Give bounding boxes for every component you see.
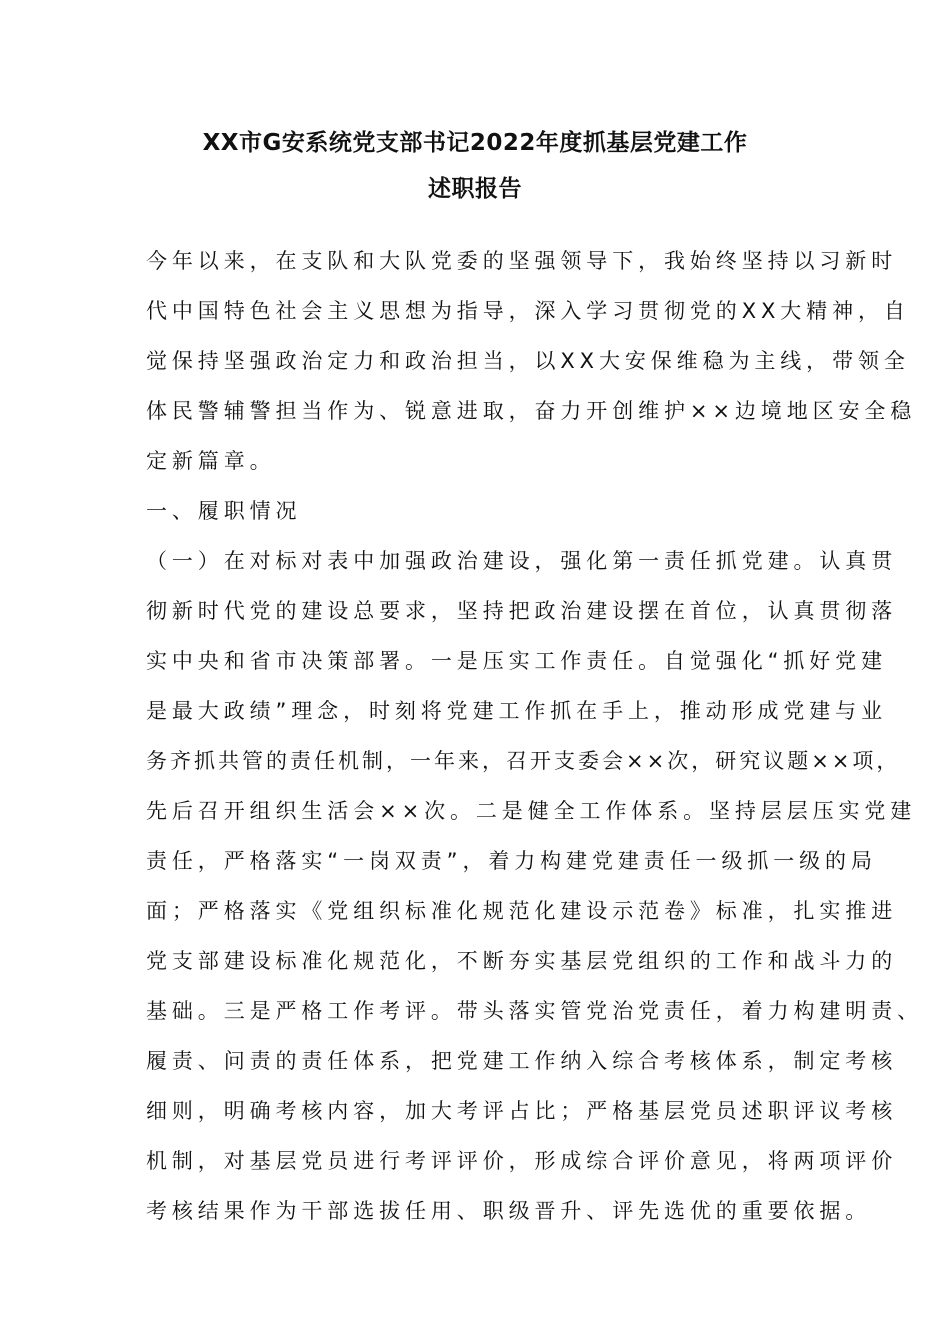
subsection-line: 彻新时代党的建设总要求，坚持把政治建设摆在首位，认真贯彻落 bbox=[146, 599, 898, 623]
intro-line: 定新篇章。 bbox=[146, 449, 276, 473]
subsection-line: 务齐抓共管的责任机制，一年来，召开支委会××次，研究议题××项， bbox=[146, 749, 901, 773]
subsection-line: 责任，严格落实“一岗双责”，着力构建党建责任一级抓一级的局 bbox=[146, 849, 877, 873]
subsection-line: 基础。三是严格工作考评。带头落实管党治党责任，着力构建明责、 bbox=[146, 999, 923, 1023]
document-title bbox=[0, 128, 950, 204]
subsection-line: 实中央和省市决策部署。一是压实工作责任。自觉强化“抓好党建 bbox=[146, 649, 887, 673]
section-heading: 一、履职情况 bbox=[146, 499, 302, 523]
subsection-line: 先后召开组织生活会××次。二是健全工作体系。坚持层层压实党建 bbox=[146, 799, 917, 823]
intro-line: 体民警辅警担当作为、锐意进取，奋力开创维护××边境地区安全稳 bbox=[146, 399, 917, 423]
intro-line: 觉保持坚强政治定力和政治担当，以XX大安保维稳为主线，带领全 bbox=[146, 349, 910, 373]
subsection-line: 细则，明确考核内容，加大考评占比；严格基层党员述职评议考核 bbox=[146, 1099, 898, 1123]
subsection-line: 面；严格落实《党组织标准化规范化建设示范卷》标准，扎实推进 bbox=[146, 899, 898, 923]
intro-line: 代中国特色社会主义思想为指导，深入学习贯彻党的XX大精神，自 bbox=[146, 299, 910, 323]
subsection-line: 履责、问责的责任体系，把党建工作纳入综合考核体系，制定考核 bbox=[146, 1049, 898, 1073]
subsection-line: （一）在对标对表中加强政治建设，强化第一责任抓党建。认真贯 bbox=[146, 549, 898, 573]
intro-line: 今年以来，在支队和大队党委的坚强领导下，我始终坚持以习新时 bbox=[146, 249, 898, 273]
subsection-line: 考核结果作为干部选拔任用、职级晋升、评先选优的重要依据。 bbox=[146, 1199, 872, 1223]
document-body bbox=[146, 236, 923, 1236]
subsection-line: 机制，对基层党员进行考评评价，形成综合评价意见，将两项评价 bbox=[146, 1149, 898, 1173]
subsection-line: 是最大政绩”理念，时刻将党建工作抓在手上，推动形成党建与业 bbox=[146, 699, 887, 723]
title-line-2: 述职报告 bbox=[428, 176, 522, 202]
subsection-line: 党支部建设标准化规范化，不断夯实基层党组织的工作和战斗力的 bbox=[146, 949, 898, 973]
title-line-1: XX市G安系统党支部书记2022年度抓基层党建工作 bbox=[202, 130, 748, 156]
